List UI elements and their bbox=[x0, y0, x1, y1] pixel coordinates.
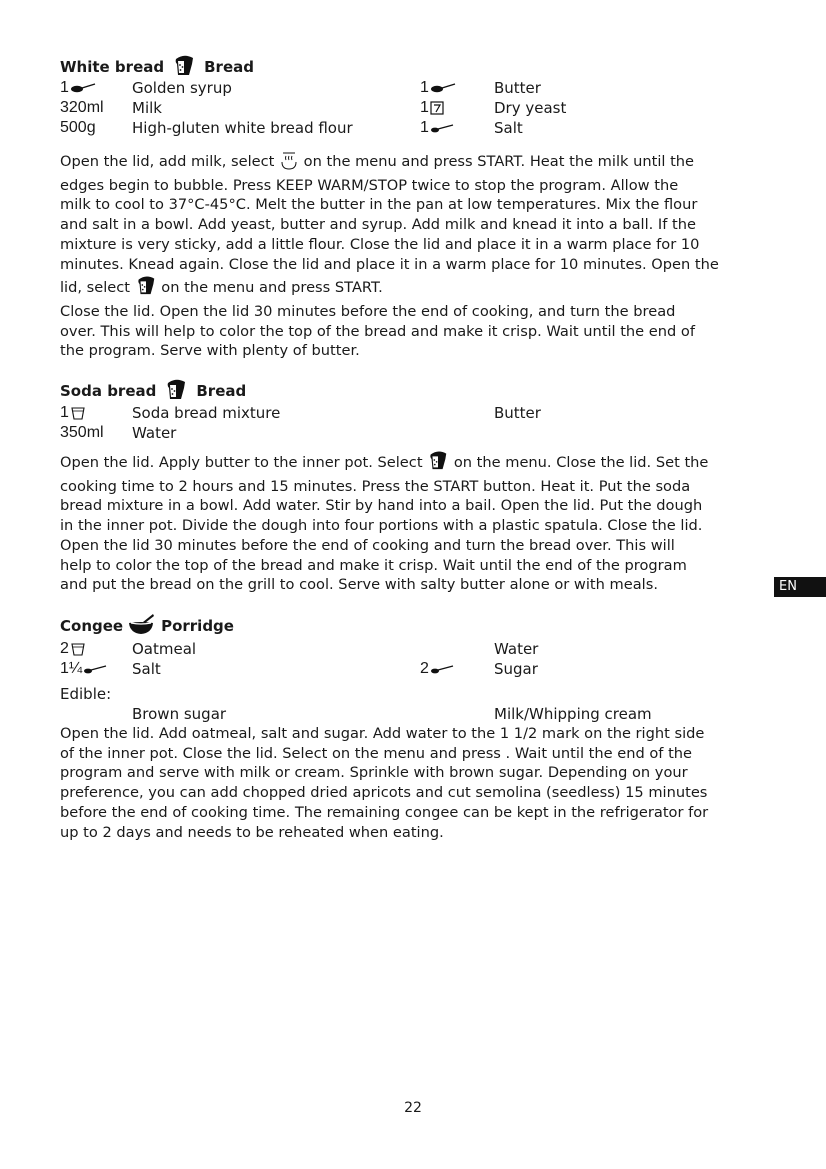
sachet-icon bbox=[430, 101, 444, 115]
quantity-value: 2 bbox=[60, 640, 69, 657]
quantity-value: 1 bbox=[60, 404, 69, 421]
ingredient-row bbox=[60, 119, 770, 139]
ingredient-row bbox=[60, 99, 770, 119]
ingredient-name: High-gluten white bread flour bbox=[132, 119, 353, 137]
ingredient-name: Salt bbox=[494, 119, 523, 137]
text-segment: program and serve with milk or cream. Sprinkle with brown sugar. Depending on your bbox=[60, 764, 688, 782]
page-number: 22 bbox=[404, 1100, 422, 1116]
text-line bbox=[60, 235, 772, 255]
ingredient-quantity bbox=[60, 640, 86, 658]
ingredient-row bbox=[60, 640, 770, 660]
text-segment: up to 2 days and needs to be reheated when eating. bbox=[60, 823, 444, 841]
text-line bbox=[60, 556, 772, 576]
text-line bbox=[60, 215, 772, 235]
ingredient-quantity bbox=[60, 99, 104, 117]
bread-icon bbox=[164, 377, 188, 405]
ingredient-quantity bbox=[420, 79, 456, 97]
text-line bbox=[60, 536, 772, 556]
text-segment: lid, select bbox=[60, 279, 135, 297]
recipe-name: Congee bbox=[60, 617, 124, 635]
quantity-value: 350ml bbox=[60, 424, 104, 441]
text-segment: cooking time to 2 hours and 15 minutes. Press the START button. Heat it. Put the soda bbox=[60, 477, 691, 495]
text-segment: bread mixture in a bowl. Add water. Stir by hand into a bail. Open the lid. Put the dough bbox=[60, 497, 703, 515]
text-line bbox=[60, 803, 772, 823]
text-line bbox=[60, 302, 772, 322]
ingredient-quantity bbox=[60, 660, 107, 678]
congee-title bbox=[60, 613, 234, 639]
heat-milk-icon bbox=[279, 157, 299, 174]
text-segment: before the end of cooking time. The remaining congee can be kept in the refrigerator for bbox=[60, 803, 709, 821]
ingredient-name: Soda bread mixture bbox=[132, 404, 281, 422]
edible-row bbox=[60, 705, 770, 725]
text-line bbox=[60, 823, 772, 843]
bread-icon bbox=[427, 458, 449, 475]
ingredient-quantity bbox=[60, 79, 96, 97]
recipe-name: Soda bread bbox=[60, 382, 157, 400]
ingredient-name: Oatmeal bbox=[132, 640, 197, 658]
spoon-icon bbox=[70, 83, 96, 93]
text-line bbox=[60, 763, 772, 783]
cup-icon bbox=[70, 406, 86, 420]
ingredient-name: Dry yeast bbox=[494, 99, 567, 117]
ingredient-quantity bbox=[60, 404, 86, 422]
bread-icon bbox=[172, 53, 196, 81]
teaspoon-icon bbox=[430, 123, 454, 133]
text-segment: on the menu and press START. bbox=[156, 279, 383, 297]
program-name: Porridge bbox=[161, 617, 234, 635]
white-bread-title bbox=[60, 53, 254, 81]
quantity-value: 1¼ bbox=[60, 660, 83, 677]
text-line bbox=[60, 322, 772, 342]
text-line bbox=[60, 575, 772, 595]
text-segment: the program. Serve with plenty of butter. bbox=[60, 342, 360, 360]
text-segment: Open the lid. Add oatmeal, salt and sugar. Add water to the 1 1/2 mark on the right side bbox=[60, 725, 705, 742]
ingredient-quantity bbox=[60, 424, 104, 442]
text-line bbox=[60, 516, 772, 536]
text-segment: of the inner pot. Close the lid. Select on the menu and press . Wait until the end of the bbox=[60, 744, 693, 762]
edible-left: Brown sugar bbox=[132, 705, 227, 723]
text-line bbox=[60, 477, 772, 497]
text-line bbox=[60, 255, 772, 275]
program-name: Bread bbox=[196, 382, 247, 400]
text-line bbox=[60, 341, 772, 361]
ingredient-row bbox=[60, 79, 770, 99]
program-name: Bread bbox=[204, 58, 254, 76]
ingredient-quantity bbox=[420, 660, 454, 678]
text-line bbox=[60, 150, 772, 176]
quantity-value: 320ml bbox=[60, 99, 104, 116]
ingredient-quantity bbox=[420, 119, 454, 137]
text-line bbox=[60, 449, 772, 477]
text-segment: over. This will help to color the top of the bread and make it crisp. Wait until the end of bbox=[60, 322, 695, 340]
edible-right: Milk/Whipping cream bbox=[494, 705, 652, 723]
text-segment: Open the lid. Apply butter to the inner pot. Select bbox=[60, 454, 428, 471]
bread-icon bbox=[135, 283, 157, 300]
text-segment: edges begin to bubble. Press KEEP WARM/STOP twice to stop the program. Allow the bbox=[60, 176, 679, 194]
text-segment: Open the lid, add milk, select bbox=[60, 153, 280, 170]
ingredient-name: Water bbox=[132, 424, 177, 442]
text-line bbox=[60, 744, 772, 764]
text-segment: preference, you can add chopped dried apricots and cut semolina (seedless) 15 minutes bbox=[60, 784, 708, 802]
text-segment: in the inner pot. Divide the dough into four portions with a plastic spatula. Close the lid. bbox=[60, 517, 703, 535]
quantity-value: 1 bbox=[420, 119, 429, 136]
porridge-icon bbox=[127, 613, 155, 639]
text-line bbox=[60, 724, 772, 744]
ingredient-name: Milk bbox=[132, 99, 162, 117]
quantity-value: 1 bbox=[60, 79, 69, 96]
teaspoon-icon bbox=[83, 664, 107, 674]
ingredient-name: Salt bbox=[132, 660, 161, 678]
ingredient-quantity bbox=[420, 99, 444, 117]
text-segment: on the menu. Close the lid. Set the bbox=[449, 454, 709, 471]
quantity-value: 1 bbox=[420, 79, 429, 96]
spoon-icon bbox=[430, 83, 456, 93]
ingredient-row bbox=[60, 424, 770, 444]
text-segment: milk to cool to 37°C-45°C. Melt the butter in the pan at low temperatures. Mix the flour bbox=[60, 196, 698, 214]
text-segment: minutes. Knead again. Close the lid and place it in a warm place for 10 minutes. Open the bbox=[60, 255, 719, 273]
teaspoon-icon bbox=[430, 664, 454, 674]
ingredient-name: Golden syrup bbox=[132, 79, 232, 97]
text-segment: mixture is very sticky, add a little flour. Close the lid and place it in a warm place for 10 bbox=[60, 235, 700, 253]
text-segment: and put the bread on the grill to cool. Serve with salty butter alone or with meals. bbox=[60, 576, 658, 594]
ingredient-row bbox=[60, 404, 770, 424]
white-bread-instructions bbox=[60, 150, 772, 361]
text-line bbox=[60, 783, 772, 803]
text-line bbox=[60, 496, 772, 516]
ingredient-name: Water bbox=[494, 640, 539, 658]
text-segment: on the menu and press START. Heat the milk until the bbox=[299, 153, 695, 170]
text-segment: Open the lid 30 minutes before the end of cooking and turn the bread over. This will bbox=[60, 536, 675, 554]
text-segment: Close the lid. Open the lid 30 minutes before the end of cooking, and turn the bread bbox=[60, 302, 676, 320]
soda-bread-instructions bbox=[60, 449, 772, 595]
ingredient-name: Butter bbox=[494, 79, 541, 97]
recipe-name: White bread bbox=[60, 58, 165, 76]
quantity-value: 1 bbox=[420, 99, 429, 116]
language-tab: EN bbox=[774, 577, 826, 597]
quantity-value: 2 bbox=[420, 660, 429, 677]
cup-icon bbox=[70, 642, 86, 656]
ingredient-quantity bbox=[60, 119, 96, 137]
edible-label: Edible: bbox=[60, 685, 112, 703]
quantity-value: 500g bbox=[60, 119, 96, 136]
text-segment: and salt in a bowl. Add yeast, butter and syrup. Add milk and knead it into a ball. If the bbox=[60, 216, 696, 234]
text-line bbox=[60, 274, 772, 302]
text-line bbox=[60, 176, 772, 196]
ingredient-row bbox=[60, 660, 770, 680]
text-line bbox=[60, 195, 772, 215]
congee-instructions bbox=[60, 724, 772, 842]
soda-bread-title bbox=[60, 377, 246, 405]
ingredient-name: Sugar bbox=[494, 660, 538, 678]
ingredient-name: Butter bbox=[494, 404, 541, 422]
text-segment: help to color the top of the bread and make it crisp. Wait until the end of the program bbox=[60, 556, 687, 574]
